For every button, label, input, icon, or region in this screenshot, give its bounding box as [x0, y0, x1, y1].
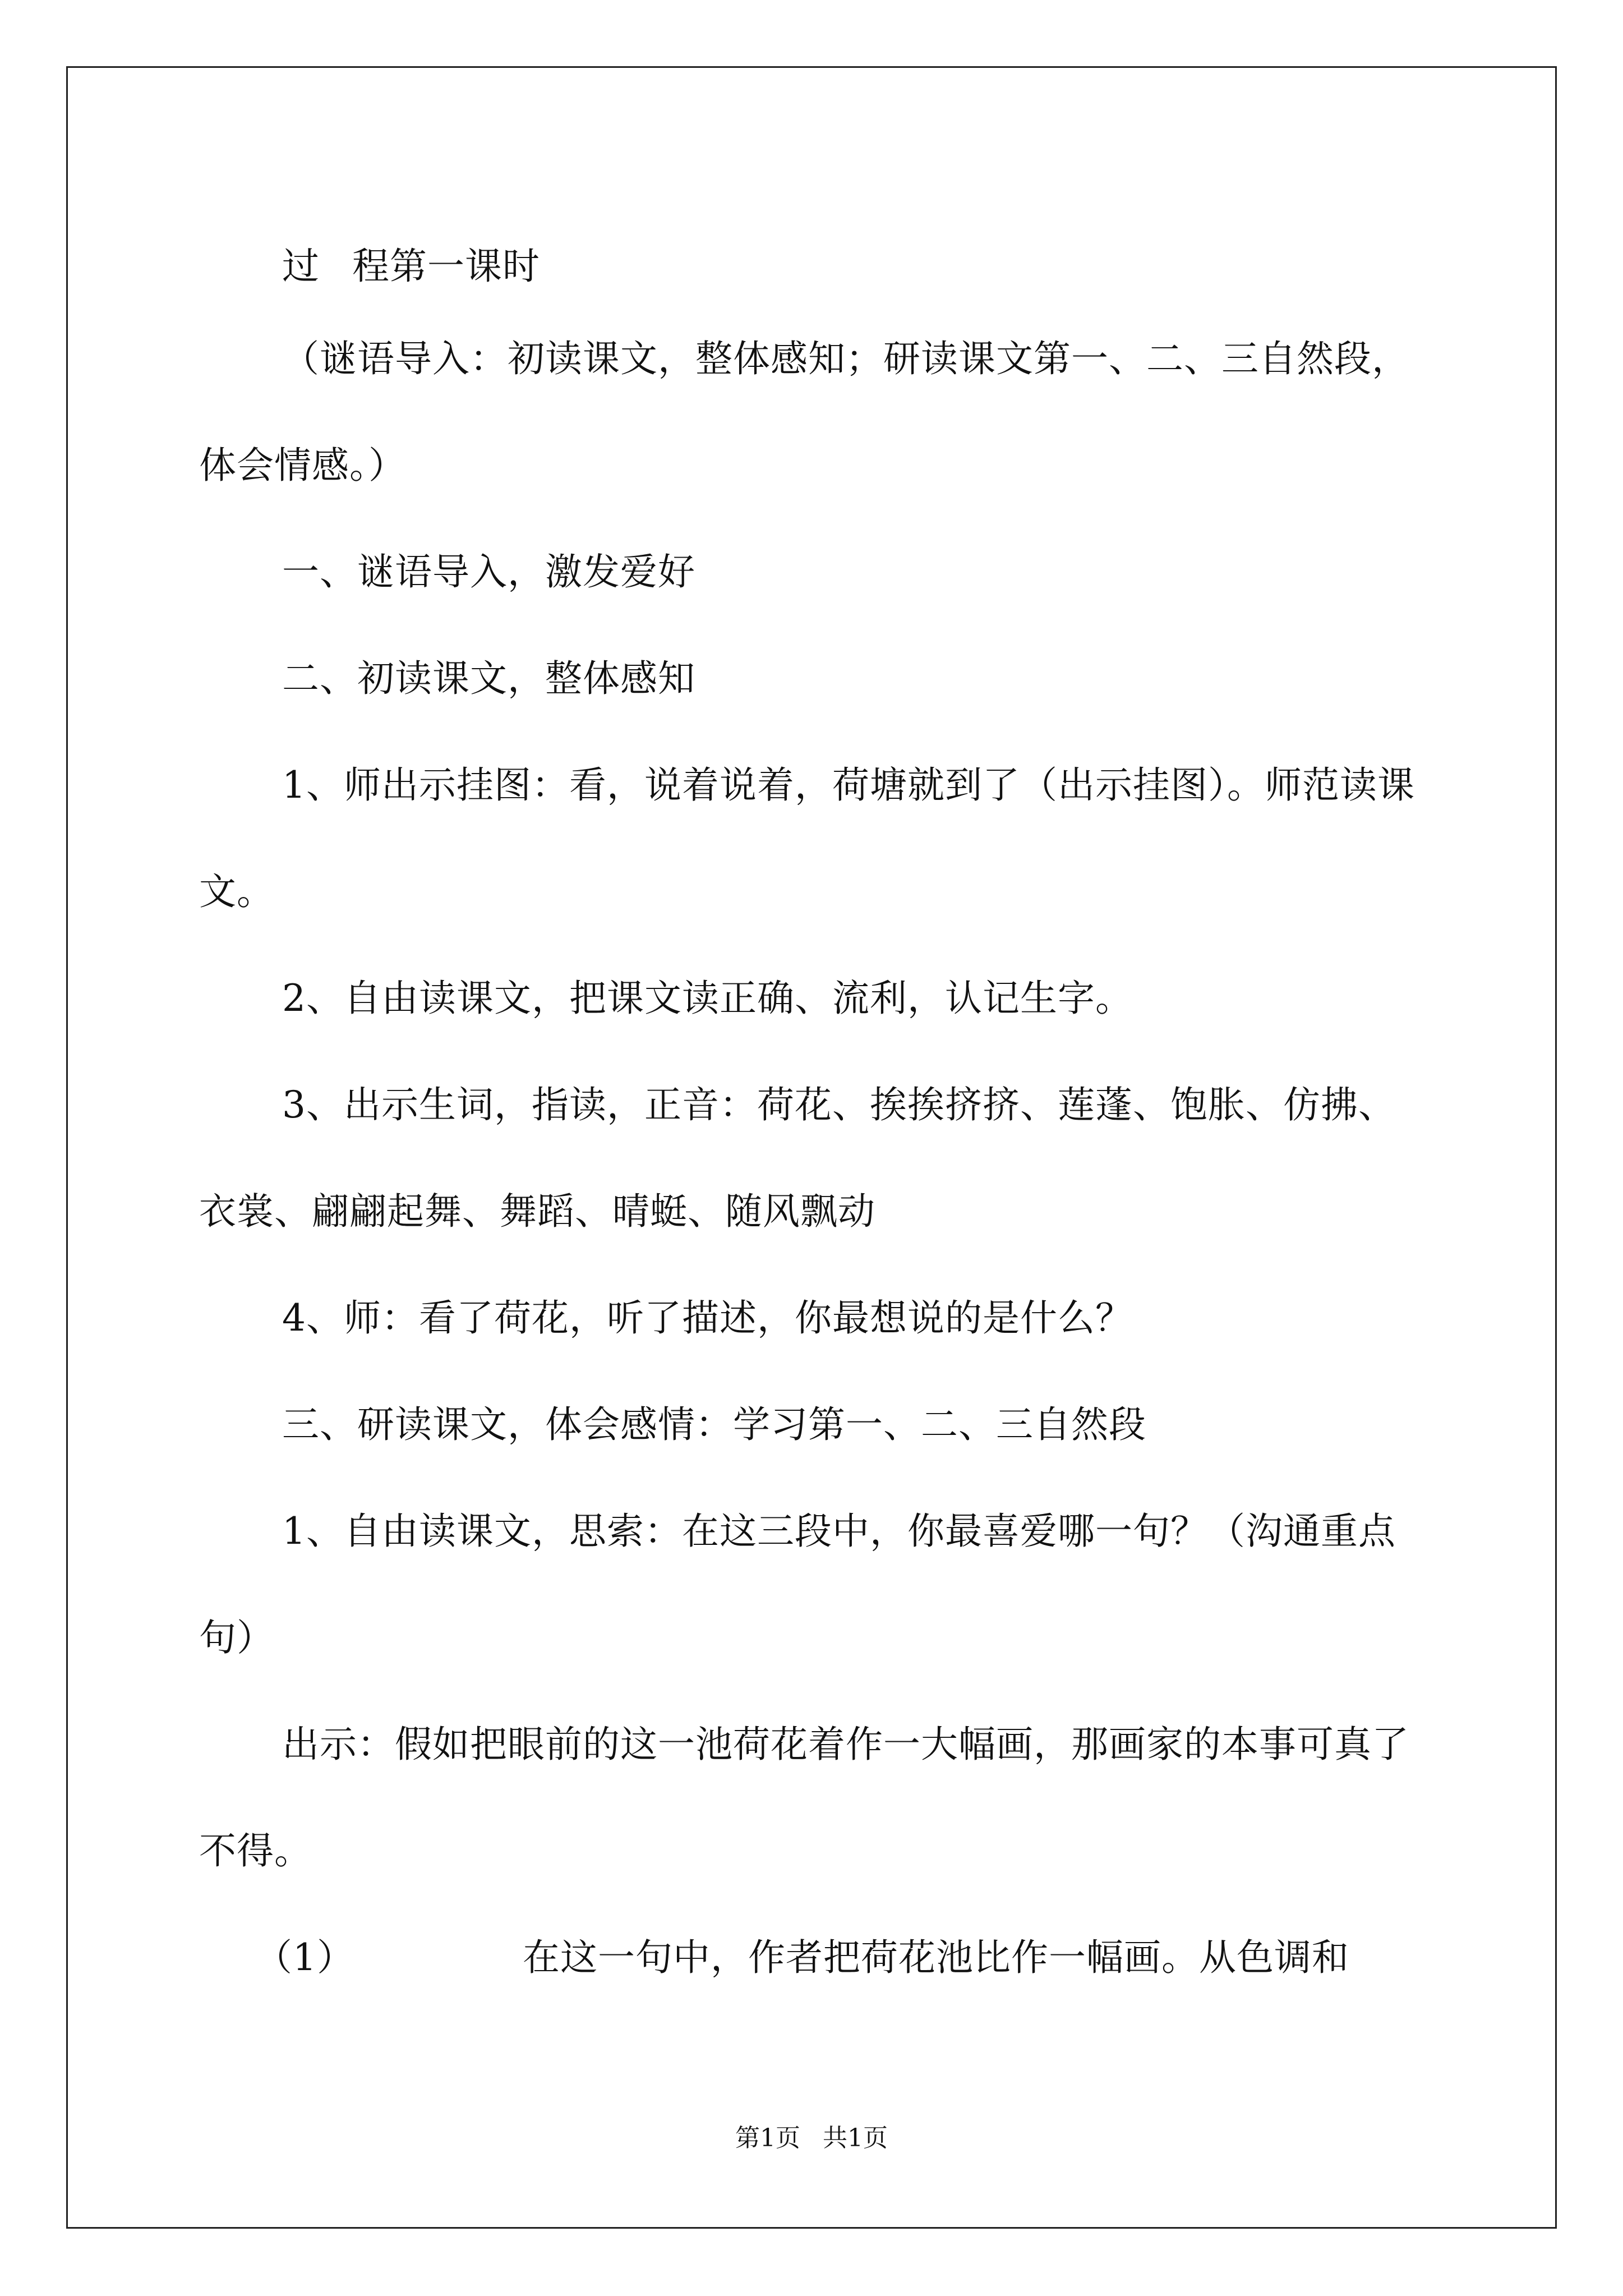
paragraph-item-4: 4、师：看了荷花，听了描述，你最想说的是什么？	[282, 1296, 1133, 1340]
paragraph-show: 出示：假如把眼前的这一池荷花着作一大幅画，那画家的本事可真了不得。	[199, 1723, 1409, 1872]
paragraph-item-2: 2、自由读课文，把课文读正确、流利，认记生字。	[282, 977, 1133, 1020]
paragraph-lesson-title	[199, 213, 1433, 320]
sub-item-number: （1）	[255, 1936, 354, 1979]
paragraph-overview: （谜语导入：初读课文，整体感知；研读课文第一、二、三自然段，体会情感。）	[199, 337, 1409, 487]
page-footer	[0, 2118, 1623, 2154]
title-rest: 程第一课时	[352, 245, 540, 288]
paragraph-section-1: 一、谜语导入，激发爱好	[282, 550, 695, 593]
title-char-guo: 过	[282, 245, 320, 288]
paragraph-sub-1	[199, 1904, 1433, 2011]
paragraph-item-1b: 1、自由读课文，思索：在这三段中，你最喜爱哪一句？（沟通重点句）	[199, 1510, 1396, 1659]
page-number-total: 共1页	[823, 2124, 888, 2152]
page-number-current: 第1页	[735, 2124, 800, 2152]
paragraph-section-2: 二、初读课文，整体感知	[282, 657, 695, 700]
paragraph-item-1: 1、师出示挂图：看，说着说着，荷塘就到了（出示挂图）。师范读课文。	[199, 763, 1415, 913]
paragraph-item-3: 3、出示生词，指读，正音：荷花、挨挨挤挤、莲蓬、饱胀、仿拂、衣裳、翩翩起舞、舞蹈、晴蜓、随风飘动	[199, 1083, 1396, 1233]
paragraph-section-3: 三、研读课文，体会感情：学习第一、二、三自然段	[282, 1403, 1146, 1446]
sub-item-text: 在这一句中，作者把荷花池比作一幅画。从色调和	[523, 1936, 1349, 1979]
